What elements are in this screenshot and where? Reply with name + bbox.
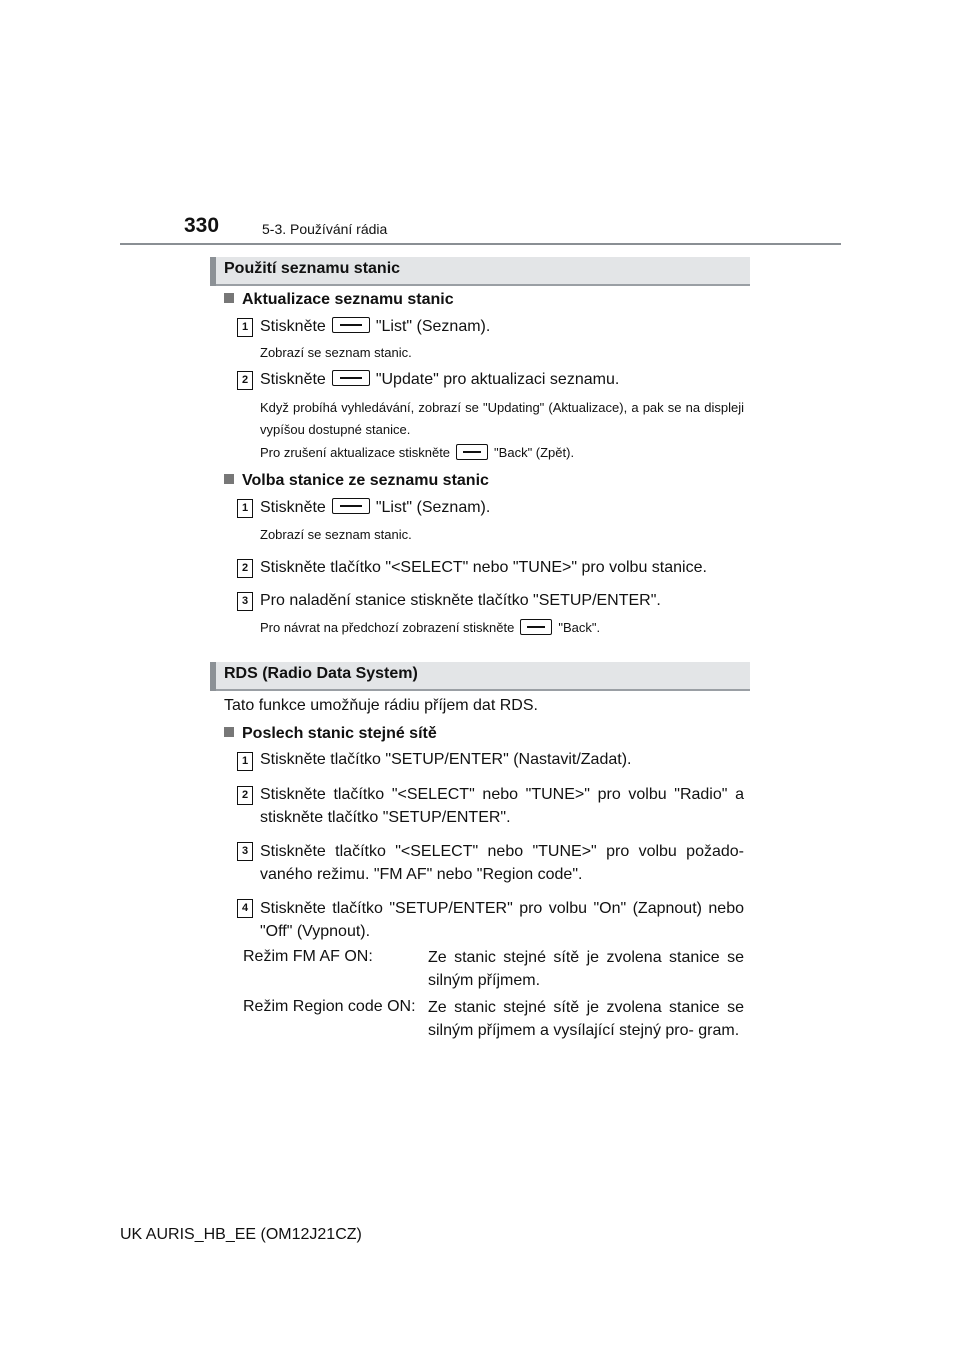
mode-label: Režim FM AF ON: xyxy=(243,948,373,965)
step-note xyxy=(260,445,574,462)
section-title: 5-3. Používání rádia xyxy=(262,221,388,237)
step-note: Když probíhá vyhledávání, zobrazí se "Updating" (Aktualizace), a pak se na displeji vypíšou dostupné stanice. xyxy=(260,400,744,437)
square-bullet-icon xyxy=(224,293,234,303)
step-number: 2 xyxy=(237,371,253,390)
mode-description: Ze stanic stejné sítě je zvolena stanice se silným příjmem a vysílající stejný pro- gram. xyxy=(428,999,744,1039)
square-bullet-icon xyxy=(224,474,234,484)
step-text-pre: Stiskněte xyxy=(260,371,326,388)
subsection-title-text: Poslech stanic stejné sítě xyxy=(242,725,437,742)
step-note-pre: Pro návrat na předchozí zobrazení stiskněte xyxy=(260,620,515,635)
step-text: Pro naladění stanice stiskněte tlačítko "SETUP/ENTER". xyxy=(260,592,661,609)
subsection-title-text: Volba stanice ze seznamu stanic xyxy=(242,472,489,489)
step-number: 3 xyxy=(237,842,253,861)
step-text: Stiskněte tlačítko "SETUP/ENTER" (Nastavit/Zadat). xyxy=(260,751,632,768)
step-number: 2 xyxy=(237,786,253,805)
step-text: Stiskněte tlačítko "<SELECT" nebo "TUNE>" pro volbu "Radio" a stiskněte tlačítko "SETUP/ENTER". xyxy=(260,786,744,826)
step-text xyxy=(260,371,619,389)
mode-label: Režim Region code ON: xyxy=(243,998,416,1015)
button-icon xyxy=(332,317,370,333)
step-note: Zobrazí se seznam stanic. xyxy=(260,527,412,542)
step-note-pre: Pro zrušení aktualizace stiskněte xyxy=(260,445,451,460)
square-bullet-icon xyxy=(224,727,234,737)
step-note: Zobrazí se seznam stanic. xyxy=(260,345,412,360)
step-number: 1 xyxy=(237,752,253,771)
step-number: 4 xyxy=(237,899,253,918)
step-number: 1 xyxy=(237,499,253,518)
heading-stripe xyxy=(210,662,216,691)
section-heading-text: RDS (Radio Data System) xyxy=(224,665,418,682)
step-text-pre: Stiskněte xyxy=(260,499,326,516)
step-text-post: "List" (Seznam). xyxy=(375,318,491,335)
section-heading-station-list xyxy=(210,257,750,286)
footer-model: UK AURIS_HB_EE (OM12J21CZ) xyxy=(120,1226,362,1243)
page-number: 330 xyxy=(184,214,220,237)
subsection-title-text: Aktualizace seznamu stanic xyxy=(242,291,454,308)
step-number: 2 xyxy=(237,559,253,578)
step-text-post: "List" (Seznam). xyxy=(375,499,491,516)
subsection-title xyxy=(224,725,437,743)
step-note xyxy=(260,620,600,637)
step-note-post: "Back" (Zpět). xyxy=(494,445,575,460)
subsection-title xyxy=(224,472,489,490)
button-icon xyxy=(520,619,552,635)
step-text-pre: Stiskněte xyxy=(260,318,326,335)
step-text: Stiskněte tlačítko "<SELECT" nebo "TUNE>" pro volbu požado- vaného režimu. "FM AF" nebo "Region code". xyxy=(260,843,744,883)
step-number: 1 xyxy=(237,318,253,337)
button-icon xyxy=(332,498,370,514)
step-text xyxy=(260,499,490,517)
section-heading-rds xyxy=(210,662,750,691)
mode-description: Ze stanic stejné sítě je zvolena stanice se silným příjmem. xyxy=(428,949,744,989)
step-number: 3 xyxy=(237,592,253,611)
heading-stripe xyxy=(210,257,216,286)
section-intro: Tato funkce umožňuje rádiu příjem dat RDS. xyxy=(224,697,538,714)
button-icon xyxy=(332,370,370,386)
step-text: Stiskněte tlačítko "<SELECT" nebo "TUNE>" pro volbu stanice. xyxy=(260,559,707,576)
step-text: Stiskněte tlačítko "SETUP/ENTER" pro volbu "On" (Zapnout) nebo "Off" (Vypnout). xyxy=(260,900,744,940)
subsection-title xyxy=(224,291,454,309)
step-text-post: "Update" pro aktualizaci seznamu. xyxy=(375,371,620,388)
button-icon xyxy=(456,444,488,460)
header-rule xyxy=(120,243,841,245)
step-text xyxy=(260,318,490,336)
step-note-post: "Back". xyxy=(558,620,601,635)
section-heading-text: Použití seznamu stanic xyxy=(224,260,401,277)
